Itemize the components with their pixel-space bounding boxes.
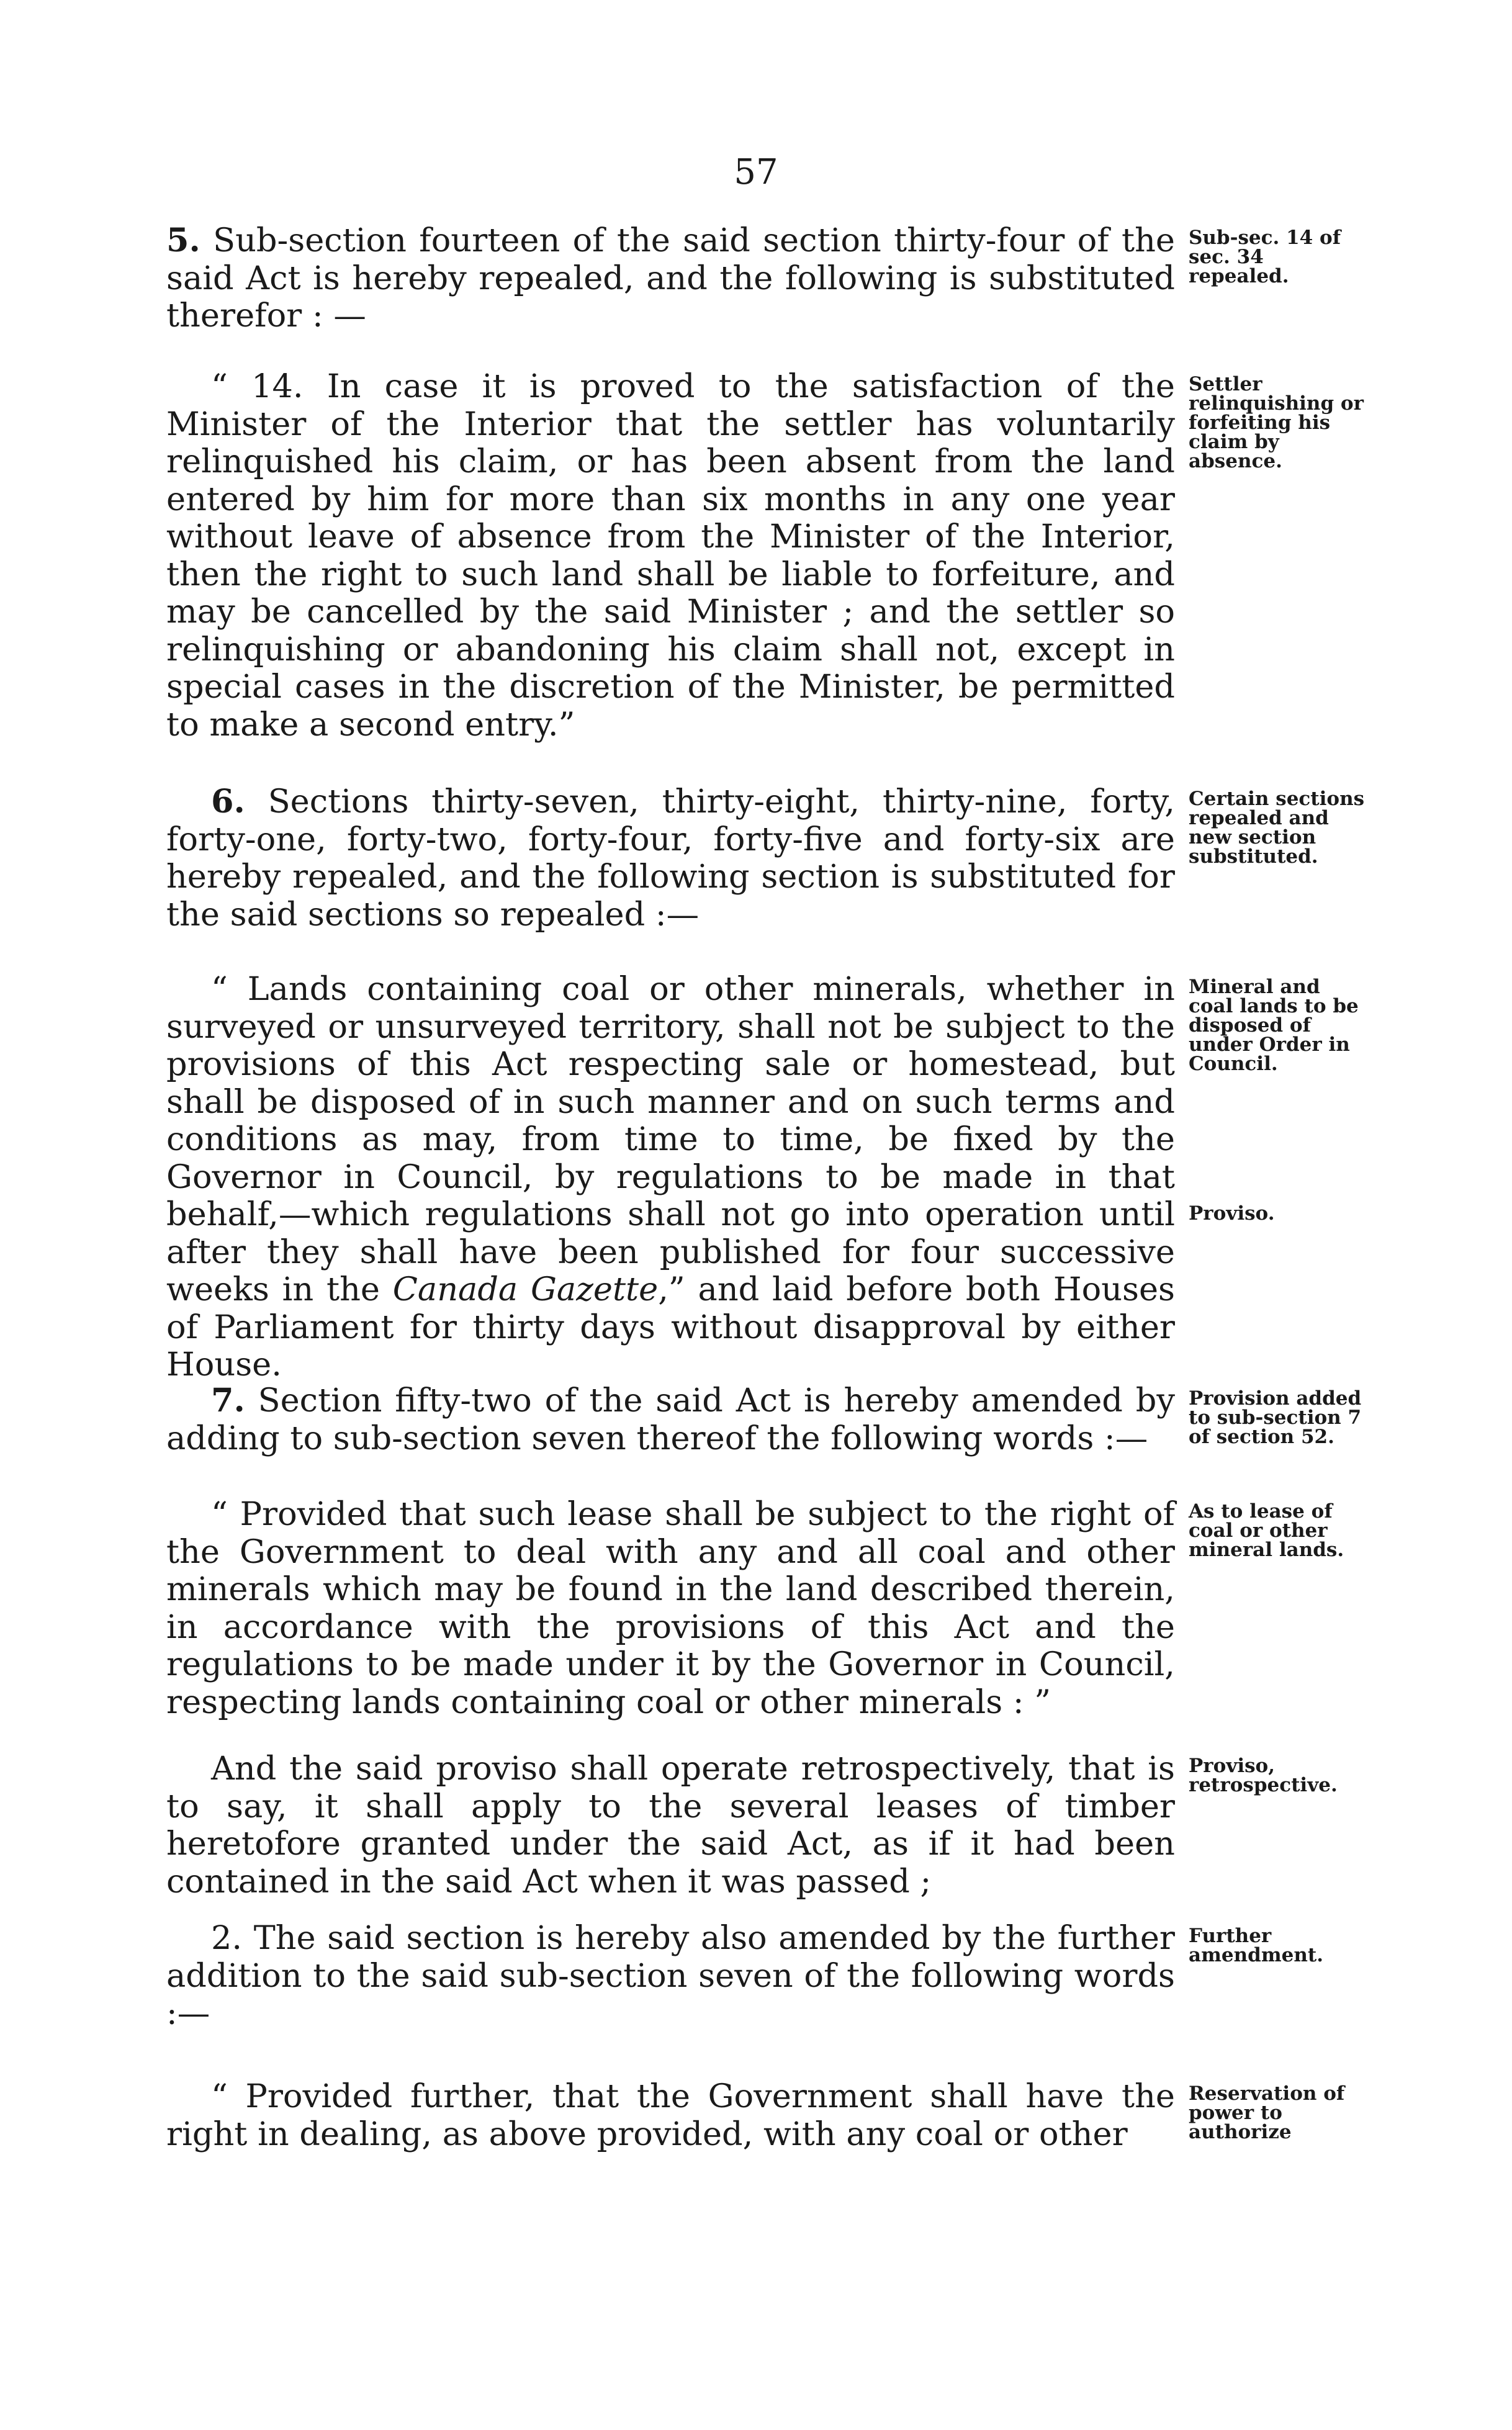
- subsection-14-paragraph: [166, 368, 1175, 744]
- margin-note-proviso: Proviso.: [1189, 1202, 1275, 1225]
- provided-paragraph: [166, 1496, 1175, 1721]
- margin-note-lease-coal: As to lease of coal or other mineral lands.: [1189, 1500, 1344, 1561]
- subsection-2-paragraph: [166, 1920, 1175, 2033]
- section-text: Sections thirty-seven, thirty-eight, thirty-nine, forty, forty-one, forty-two, forty-four, forty-five and forty-six are hereby repealed, and the following section is substituted for the said sections so repealed :—: [166, 783, 1175, 934]
- margin-note-certain-sections: Certain sections repealed and new section substituted.: [1189, 788, 1365, 868]
- provided-further-text: “ Provided further, that the Government shall have the right in dealing, as above provided, with any coal or other: [166, 2077, 1175, 2153]
- lands-text-end: ,” and laid before both Houses of Parliament for thirty days without disapproval by either House.: [166, 1271, 1175, 1384]
- subsection-14-text: “ 14. In case it is proved to the satisfaction of the Minister of the Interior that the settler has voluntarily relinquished his claim, or has been absent from the land entered by him for more than six months in any one year without leave of absence from the Minister of the Interior, then the right to such land shall be liable to forfeiture, and may be cancelled by the said Minister ; and the settler so relinquishing or abandoning his claim shall not, except in special cases in the discretion of the Minister, be permitted to make a second entry.”: [166, 367, 1175, 744]
- margin-note-reservation: Reservation of power to authorize: [1189, 2082, 1345, 2143]
- margin-note-settler: Settler relinquishing or forfeiting his claim by absence.: [1189, 373, 1364, 472]
- margin-note-provision-added: Provision added to sub-section 7 of section 52.: [1189, 1387, 1362, 1448]
- section-7-paragraph: [166, 1382, 1175, 1457]
- proviso-paragraph: [166, 1750, 1175, 1901]
- section-6-paragraph: [166, 783, 1175, 934]
- provided-further-paragraph: [166, 2078, 1175, 2153]
- subsection-2-text: 2. The said section is hereby also amended by the further addition to the said sub-section seven of the following words :—: [166, 1919, 1175, 2032]
- section-text: Section fifty-two of the said Act is hereby amended by adding to sub-section seven thereof the following words :—: [166, 1382, 1175, 1457]
- margin-note-sub-sec-14: Sub-sec. 14 of sec. 34 repealed.: [1189, 227, 1341, 287]
- section-number: 6.: [211, 783, 245, 821]
- provided-text: “ Provided that such lease shall be subject to the right of the Government to deal with any and all coal and other minerals which may be found in the land described therein, in accordance with the provisions of this Act and the regulations to be made under it by the Governor in Council, respecting lands containing coal or other minerals : ”: [166, 1495, 1175, 1721]
- section-number: 5.: [166, 222, 200, 259]
- margin-note-further-amendment: Further amendment.: [1189, 1925, 1323, 1966]
- margin-note-proviso-retrospective: Proviso, retrospective.: [1189, 1755, 1338, 1796]
- proviso-text: And the said proviso shall operate retrospectively, that is to say, it shall apply to the several leases of timber heretofore granted under the said Act, as if it had been contained in the said Act when it was passed ;: [166, 1750, 1175, 1901]
- canada-gazette-text: Canada Gazette: [392, 1271, 659, 1308]
- section-5-paragraph: [166, 222, 1175, 335]
- section-text: Sub-section fourteen of the said section thirty-four of the said Act is hereby repealed, and the following is substituted therefor : —: [166, 222, 1175, 335]
- lands-text: “ Lands containing coal or other minerals, whether in surveyed or unsurveyed territory, shall not be subject to the provisions of this Act respecting sale or homestead, but shall be disposed of in such manner and on such terms and conditions as may, from time to time, be fixed by the Governor in Council, by regulations to be made in that behalf,—which regulations shall not go into operation until after they shall have been published for four successive weeks in the: [166, 970, 1175, 1308]
- margin-note-mineral-lands: Mineral and coal lands to be disposed of under Order in Council.: [1189, 976, 1359, 1075]
- lands-paragraph: [166, 971, 1175, 1384]
- section-number: 7.: [211, 1382, 245, 1420]
- page-number: 57: [734, 152, 778, 192]
